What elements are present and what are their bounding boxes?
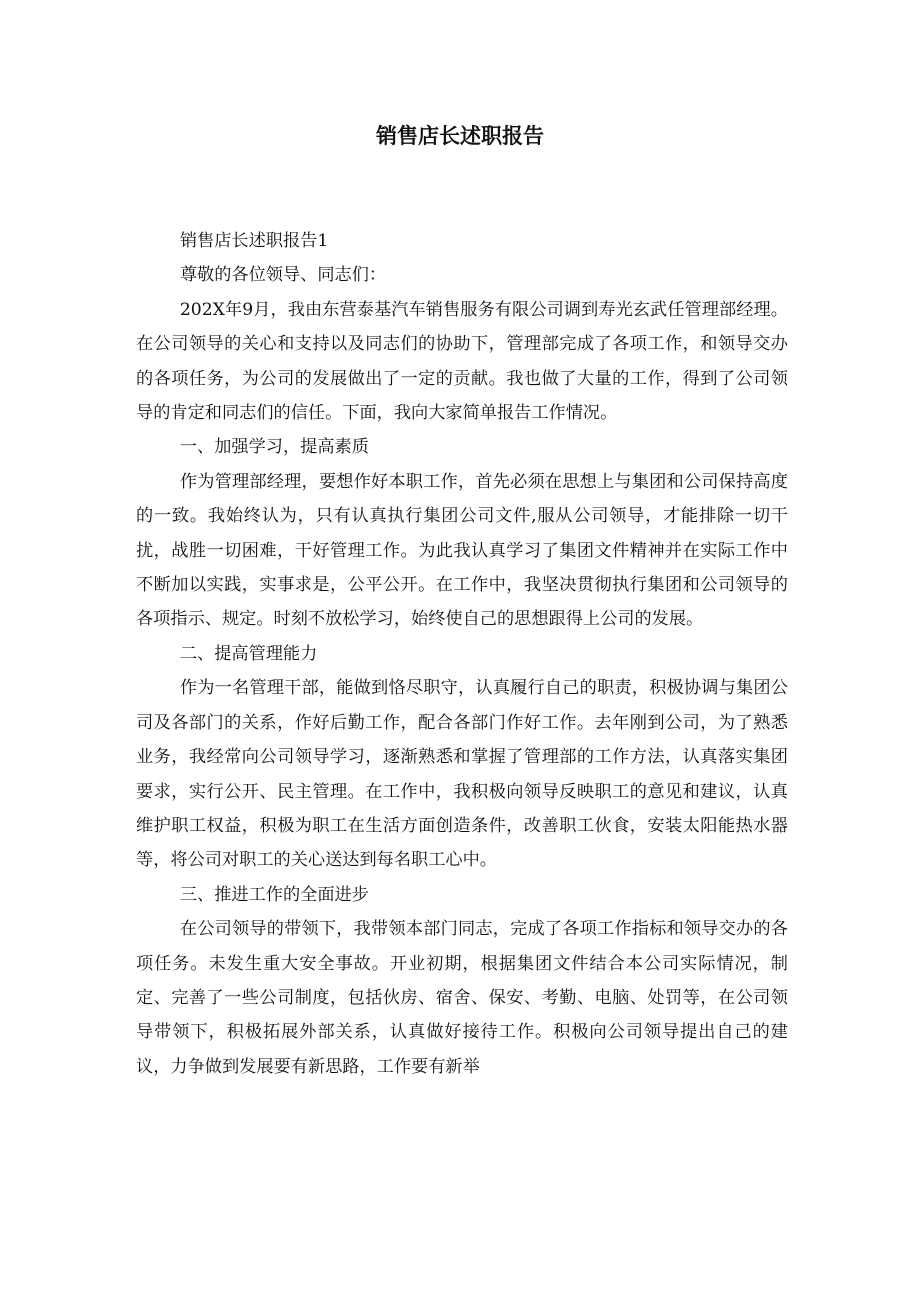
section-paragraph-1: 作为管理部经理，要想作好本职工作，首先必须在思想上与集团和公司保持高度的一致。我始终认为，只有认真执行集团公司文件,服从公司领导，才能排除一切干扰，战胜一切困难，干好管理工作。为此我认真学习了集团文件精神并在实际工作中不断加以实践，实事求是，公平公开。在工作中，我坚决贯彻执行集团和公司领导的各项指示、规定。时刻不放松学习，始终使自己的思想跟得上公司的发展。 bbox=[136, 471, 788, 630]
salutation: 尊敬的各位领导、同志们： bbox=[179, 265, 387, 286]
document-body bbox=[136, 224, 788, 1084]
section-heading-3: 三、推进工作的全面进步 bbox=[179, 884, 369, 905]
report-subtitle: 销售店长述职报告1 bbox=[179, 231, 329, 251]
section-heading-1: 一、加强学习，提高素质 bbox=[179, 437, 369, 458]
section-paragraph-2: 作为一名管理干部，能做到恪尽职守，认真履行自己的职责，积极协调与集团公司及各部门的关系，作好后勤工作，配合各部门作好工作。去年刚到公司，为了熟悉业务，我经常向公司领导学习，逐渐熟悉和掌握了管理部的工作方法，认真落实集团要求，实行公开、民主管理。在工作中，我积极向领导反映职工的意见和建议，认真维护职工权益，积极为职工在生活方面创造条件，改善职工伙食，安装太阳能热水器等，将公司对职工的关心送达到每名职工心中。 bbox=[136, 678, 788, 871]
intro-paragraph: 202X年9月，我由东营泰基汽车销售服务有限公司调到寿光玄武任管理部经理。在公司领导的关心和支持以及同志们的协助下，管理部完成了各项工作，和领导交办的各项任务，为公司的发展做出了一定的贡献。我也做了大量的工作，得到了公司领导的肯定和同志们的信任。下面，我向大家简单报告工作情况。 bbox=[136, 299, 788, 424]
section-paragraph-3: 在公司领导的带领下，我带领本部门同志，完成了各项工作指标和领导交办的各项任务。未发生重大安全事故。开业初期，根据集团文件结合本公司实际情况，制定、完善了一些公司制度，包括伙房、宿舍、保安、考勤、电脑、处罚等，在公司领导带领下，积极拓展外部关系，认真做好接待工作。积极向公司领导提出自己的建议，力争做到发展要有新思路，工作要有新举 bbox=[136, 919, 788, 1077]
section-heading-2: 二、提高管理能力 bbox=[179, 643, 318, 664]
document-title: 销售店长述职报告 bbox=[376, 124, 544, 148]
